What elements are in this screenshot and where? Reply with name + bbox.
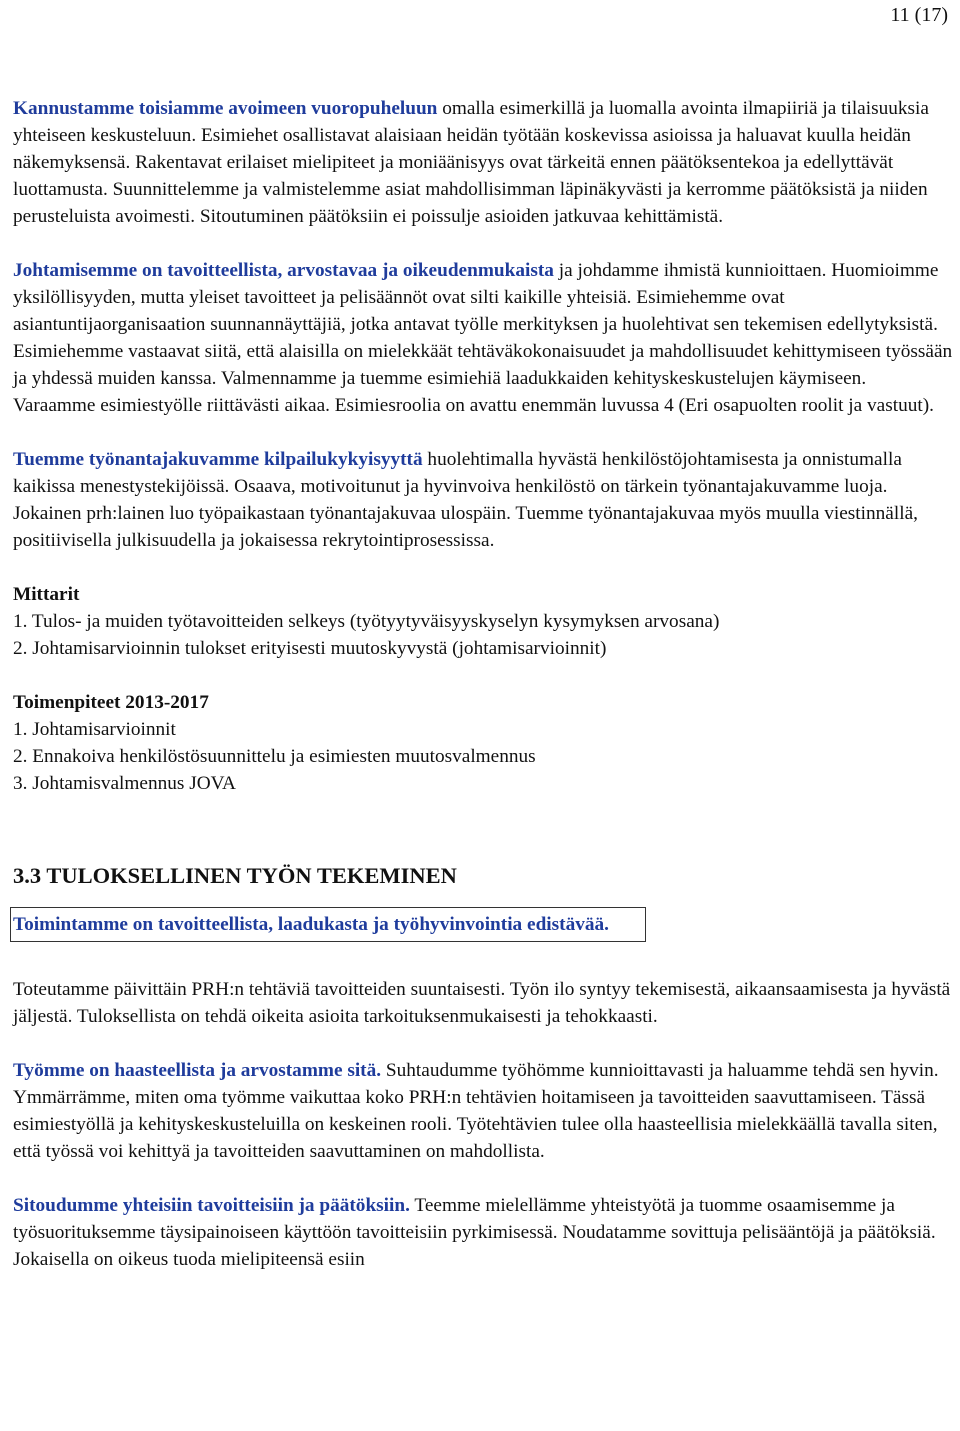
paragraph-commitment — [13, 1192, 953, 1273]
highlight-box — [10, 907, 646, 942]
toimenpiteet-item: 3. Johtamisvalmennus JOVA — [13, 773, 236, 794]
document-body — [13, 95, 953, 1273]
paragraph-lead: Johtamisemme on tavoitteellista, arvostavaa ja oikeudenmukaista — [13, 260, 554, 281]
toimenpiteet-item: 2. Ennakoiva henkilöstösuunnittelu ja esimiesten muutosvalmennus — [13, 746, 536, 767]
paragraph-lead: Työmme on haasteellista ja arvostamme sitä. — [13, 1060, 382, 1081]
paragraph-daily-work: Toteutamme päivittäin PRH:n tehtäviä tavoitteiden suuntaisesti. Työn ilo syntyy tekemisestä, aikaansaamisesta ja hyvästä jäljestä. Tuloksellista on tehdä oikeita asioita tarkoituksenmukaisesti ja tehokkaasti. — [13, 979, 951, 1027]
paragraph-text: huolehtimalla hyvästä henkilöstöjohtamisesta ja onnistumalla kaikissa menestystekijöissä. Osaava, motivoitunut ja hyvinvoiva henkilöstö on tärkein työnantajakuvamme luoja. Jokainen prh:lainen luo työpaikastaan työnantajakuvaa ulospäin. Tuemme työnantajakuvaa myös muulla viestinnällä, positiivisella julkisuudella ja jokaisessa rekrytointiprosessissa. — [13, 449, 918, 551]
paragraph-leadership — [13, 257, 953, 419]
paragraph-employer-image — [13, 446, 953, 554]
mittarit-heading: Mittarit — [13, 584, 80, 605]
toimenpiteet-heading: Toimenpiteet 2013-2017 — [13, 692, 209, 713]
paragraph-text: Teemme mielellämme yhteistyötä ja tuomme osaamisemme ja työsuorituksemme täysipainoiseen käyttöön tavoitteisiin pyrkimisessä. Noudatamme sovittuja pelisääntöjä ja päätöksiä. Jokaisella on oikeus tuoda mielipiteensä esiin — [13, 1195, 936, 1270]
paragraph-lead: Kannustamme toisiamme avoimeen vuoropuheluun — [13, 98, 438, 119]
paragraph-lead: Tuemme työnantajakuvamme kilpailukykyisyyttä — [13, 449, 423, 470]
paragraph-dialogue — [13, 95, 953, 230]
toimenpiteet-item: 1. Johtamisarvioinnit — [13, 719, 176, 740]
paragraph-text: Suhtaudumme työhömme kunnioittavasti ja haluamme tehdä sen hyvin. Ymmärrämme, miten oma työmme vaikuttaa koko PRH:n tehtävien hoitamiseen ja tavoitteiden saavuttamiseen. Tässä esimiestyöllä ja kehityskeskusteluilla on keskeinen rooli. Työtehtävien tulee olla haasteellisia mielekkäällä tavalla siten, että työssä voi kehittyä ja tavoitteiden saavuttaminen on mahdollista. — [13, 1060, 939, 1162]
paragraph-text: omalla esimerkillä ja luomalla avointa ilmapiiriä ja tilaisuuksia yhteiseen keskusteluun. Esimiehet osallistavat alaisiaan heidän työtään koskevissa asioissa ja haluavat kuulla heidän näkemyksensä. Rakentavat erilaiset mielipiteet ja moniäänisyys ovat tärkeitä ennen päätöksentekoa ja edellyttävät luottamusta. Suunnittelemme ja valmistelemme asiat mahdollisimman läpinäkyvästi ja kerromme päätöksistä ja niiden perusteluista avoimesti. Sitoutuminen päätöksiin ei poissulje asioiden jatkuvaa kehittämistä. — [13, 98, 929, 227]
mittarit-item: 1. Tulos- ja muiden työtavoitteiden selkeys (työtyytyväisyyskyselyn kysymyksen arvosana) — [13, 611, 720, 632]
paragraph-lead: Sitoudumme yhteisiin tavoitteisiin ja päätöksiin. — [13, 1195, 410, 1216]
paragraph-challenging-work — [13, 1057, 953, 1165]
section-heading: 3.3 TULOKSELLINEN TYÖN TEKEMINEN — [13, 863, 457, 888]
paragraph-text: ja johdamme ihmistä kunnioittaen. Huomioimme yksilöllisyyden, mutta yleiset tavoitteet ja pelisäännöt ovat silti kaikille yhteisiä. Esimiehemme ovat asiantuntijaorganisaation suunnannäyttäjiä, jotka antavat työlle merkityksen ja huolehtivat sen tekemisen edellytyksistä. Esimiehemme vastaavat siitä, että alaisilla on mielekkäät tehtäväkokonaisuudet ja mahdollisuudet kehittymiseen työssään ja yhdessä muiden kanssa. Valmennamme ja tuemme esimiehiä laadukkaiden kehityskeskustelujen käymiseen. Varaamme esimiestyölle riittävästi aikaa. Esimiesroolia on avattu enemmän luvussa 4 (Eri osapuolten roolit ja vastuut). — [13, 260, 953, 416]
mittarit-item: 2. Johtamisarvioinnin tulokset erityisesti muutoskyvystä (johtamisarvioinnit) — [13, 638, 607, 659]
highlight-box-text: Toimintamme on tavoitteellista, laadukasta ja työhyvinvointia edistävää. — [13, 914, 609, 935]
page-number: 11 (17) — [890, 4, 948, 26]
